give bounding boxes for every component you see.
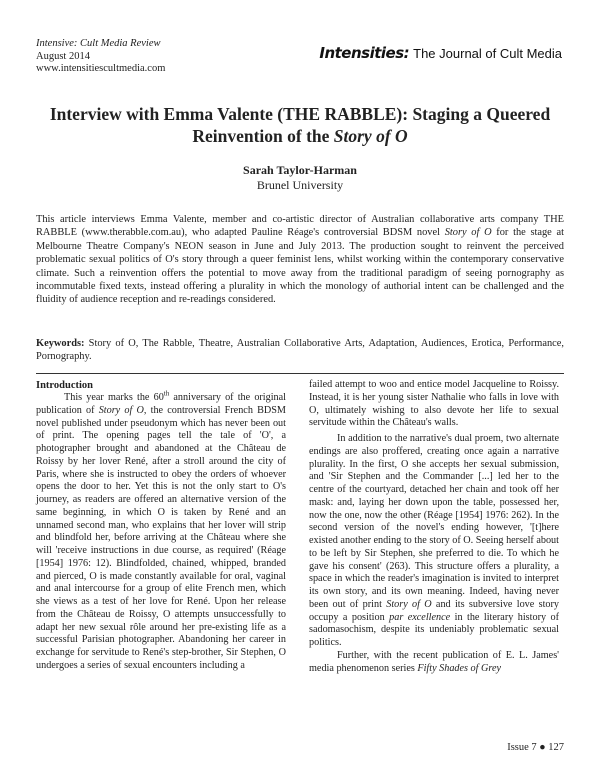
- superscript: th: [163, 389, 170, 398]
- title-line-2: Reinvention of the: [192, 126, 334, 146]
- author-name: Sarah Taylor-Harman: [243, 163, 357, 177]
- text-run: In addition to the narrative's dual proem, two alternate endings are also proffered, creating once again a narrative plurality. In the first, O she accepts her sexual submission, and 'Sir Stephen and the Commander [...] led her to the centre of the courtyard, detached her chain and took off her mask: and, laying her down upon the table, possessed her, now the one, now the other (Réage [1954] 1976: 262). In the second version of the novel's ending however, '[t]here existed another ending to the story of O. Seeing herself about to be left by Sir Stephen, she preferred to die. To which he gave his consent' (263). This structure offers a plurality, a space in which the reader's imagination is invited to interpret its own story, and its own meaning. Indeed, having never been out of print: [309, 433, 559, 610]
- title-italic: Story of O: [333, 126, 408, 146]
- section-divider: [36, 373, 564, 374]
- italic-title: Story of O: [386, 598, 432, 610]
- keywords: [36, 337, 564, 364]
- intro-paragraph-3: [309, 650, 559, 676]
- italic-title: Fifty Shades of Grey: [417, 662, 502, 674]
- intro-paragraph-1: [36, 389, 287, 673]
- author-affiliation: Brunel University: [256, 178, 344, 192]
- text-run: , the controversial French BDSM novel published under pseudonym which has never been out of print. The opening pages tell the tale of 'O', a photographer brought and abandoned at the Château de Roissy by her lover René, after a stroll around the city of Paris, where she is instructed to obey the orders of whoever opens the door to her. Yet this is not the only start to O's journey, as readers are offered an alternative version of the same beginning, in which O is taken by René and an unnamed second man, who explains that her lover will strip and blindfold her, before arriving at the Château where she will 'receive instructions in due course, as required' (Réage [1954] 1976: 12). Blindfolded, chained, whipped, branded and pierced, O is made constantly available for oral, vaginal and anal intercourse for a group of elite French men, which she views as a test of her love for René. Upon her release from the Château de Roissy, O attempts unsuccessfully to adapt her new sexual rôle around her pre-existing life as a successful Parisian photographer. Abandoning her career in exchange for servitude to René's step-brother, Sir Stephen, O undergoes a series of sexual encounters including a: [36, 404, 286, 671]
- abstract: [36, 213, 564, 307]
- issue-date: August 2014: [36, 50, 90, 62]
- text-run: This year marks the 60: [64, 392, 164, 403]
- section-heading: Introduction: [36, 380, 93, 391]
- italic-title: Story of O: [98, 404, 144, 416]
- keywords-text: Story of O, The Rabble, Theatre, Australian Collaborative Arts, Adaptation, Audiences, Erotica, Performance, Pornography.: [36, 338, 564, 363]
- text-run: Further, with the recent publication of E. L. James' media phenomenon series: [309, 649, 559, 674]
- page-folio: Issue 7 ● 127: [507, 742, 564, 753]
- text-run: anniversary of the original publication of: [36, 392, 287, 416]
- abstract-italic: Story of O: [444, 227, 492, 239]
- column-left: [36, 379, 286, 673]
- title-line-1: Interview with Emma Valente (THE RABBLE): Staging a Queered: [49, 104, 551, 124]
- text-run: in the literary history of sadomasochism, despite its undeniably problematic sexual politics.: [309, 611, 559, 648]
- author-block: [0, 163, 600, 193]
- intro-paragraph-2: [309, 433, 559, 650]
- journal-brand: [319, 44, 562, 62]
- journal-url: www.intensitiescultmedia.com: [36, 63, 166, 74]
- text-run: and its subversive love story occupy a position: [309, 598, 559, 623]
- italic-phrase: par excellence: [389, 611, 451, 623]
- column-right: [309, 379, 559, 675]
- brand-subtitle: The Journal of Cult Media: [413, 46, 562, 61]
- article-title: [30, 103, 570, 147]
- journal-name: Intensive: Cult Media Review: [36, 38, 161, 49]
- journal-meta: [36, 38, 165, 76]
- intro-paragraph-continued: failed attempt to woo and entice model Jacqueline to Roissy. Instead, it is her young sister Nathalie who falls in love with O, ultimately wishing to also devote her life to sexual servitude within the Château's walls.: [309, 379, 559, 429]
- brand-logo: Intensities:: [319, 44, 410, 62]
- keywords-label: Keywords:: [36, 338, 85, 349]
- abstract-text-2: for the stage at Melbourne Theatre Company's NEON season in June and July 2013. The production sought to reinvent the perceived problematic sexual politics of O's story through a queer feminist lens, whilst working within the contemporary conservative climate. Such a reinvention offers the potential to move away from the traditional paradigm of seeing pornography as incommutable fixed texts, instead offering a plurality in which the monology of authorial intent can be challenged and the fluidity of audience reception and re-readings considered.: [36, 227, 564, 306]
- abstract-text-1: This article interviews Emma Valente, member and co-artistic director of Australian collaborative arts company THE RABBLE (www.therabble.com.au), who adapted Pauline Réage's controversial BDSM novel: [36, 214, 564, 239]
